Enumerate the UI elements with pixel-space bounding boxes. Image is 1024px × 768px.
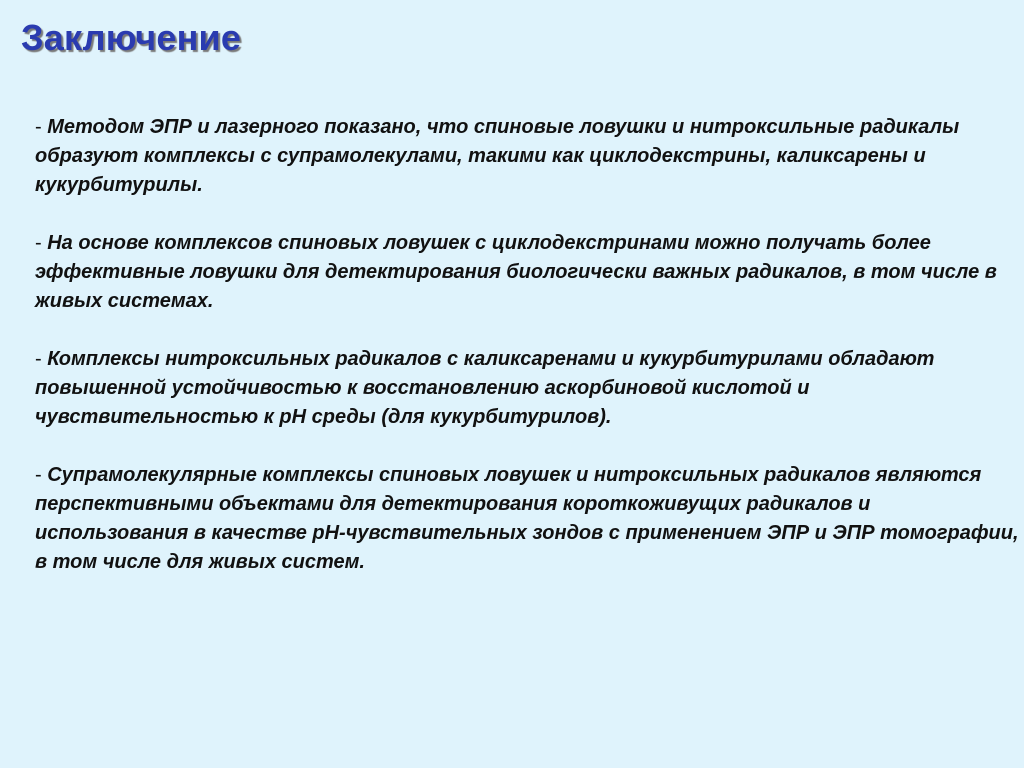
bullet-item [35, 229, 1020, 316]
bullet-text: Методом ЭПР и лазерного показано, что спиновые ловушки и нитроксильные радикалы образуют комплексы с супрамолекулами, такими как циклодекстрины, каликсарены и кукурбитурилы. [35, 116, 960, 196]
bullet-item [35, 345, 1020, 432]
bullet-item [35, 461, 1020, 577]
bullet-text: Супрамолекулярные комплексы спиновых ловушек и нитроксильных радикалов являются перспективными объектами для детектирования короткоживущих радикалов и использования в качестве рН-чувствительных зондов с применением ЭПР и ЭПР томографии, в том числе для живых систем. [35, 464, 1019, 573]
bullet-dash: - [35, 348, 42, 370]
conclusion-list [35, 113, 1020, 606]
bullet-text: Комплексы нитроксильных радикалов с каликсаренами и кукурбитурилами обладают повышенной устойчивостью к восстановлению аскорбиновой кислотой и чувствительностью к рН среды (для кукурбитурилов). [35, 348, 935, 428]
bullet-dash: - [35, 116, 42, 138]
slide-title: Заключение [21, 17, 242, 58]
bullet-text: На основе комплексов спиновых ловушек с циклодекстринами можно получать более эффективные ловушки для детектирования биологически важных радикалов, в том числе в живых системах. [35, 232, 997, 312]
bullet-dash: - [35, 232, 42, 254]
bullet-item [35, 113, 1020, 200]
bullet-dash: - [35, 464, 42, 486]
